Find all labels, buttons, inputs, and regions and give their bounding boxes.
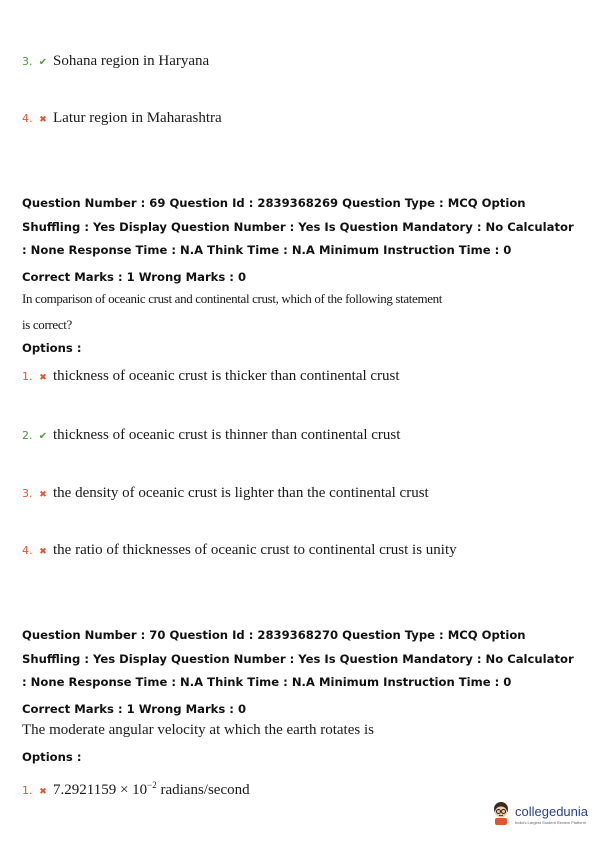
option-text: the ratio of thicknesses of oceanic crust to continental crust is unity (53, 542, 457, 558)
logo-name: collegedunia (515, 804, 589, 819)
option-text: thickness of oceanic crust is thicker than continental crust (53, 368, 400, 384)
option-number: 3. (22, 487, 33, 500)
q69-option-2 (22, 427, 400, 444)
q70-question: The moderate angular velocity at which the earth rotates is (22, 722, 374, 738)
q69-marks: Correct Marks : 1 Wrong Marks : 0 (22, 270, 247, 284)
logo-mascot-icon (490, 800, 512, 826)
q69-option-1 (22, 368, 400, 385)
check-icon: ✔ (38, 431, 48, 442)
option-text: Latur region in Maharashtra (53, 110, 222, 126)
q69-option-3 (22, 485, 429, 502)
q69-options-label: Options : (22, 341, 82, 355)
option-number: 1. (22, 784, 33, 797)
option-value: 7.2921159 × 10 (53, 782, 148, 798)
q69-question-line2: is correct? (22, 317, 72, 332)
option-unit: radians/second (156, 782, 250, 798)
q69-question-line1: In comparison of oceanic crust and continental crust, which of the following statement (22, 291, 443, 306)
cross-icon: ✖ (39, 373, 47, 383)
collegedunia-logo (490, 800, 588, 826)
cross-icon: ✖ (39, 115, 47, 125)
check-icon: ✔ (38, 57, 48, 68)
cross-icon: ✖ (39, 547, 47, 557)
logo-tagline: India's Largest Student Review Platform (515, 820, 587, 825)
q70-marks: Correct Marks : 1 Wrong Marks : 0 (22, 702, 247, 716)
q69-metadata: Question Number : 69 Question Id : 2839368269 Question Type : MCQ Option Shuffling : Yes Display Question Number : Yes Is Question Mandatory : No Calculator : None Response Time : N.A Think Time : N.A Minimum Instruction Time : 0 (22, 196, 574, 257)
option-number: 2. (22, 429, 33, 442)
q68-option-4 (22, 110, 222, 127)
q70-option-1 (22, 780, 250, 799)
option-text: thickness of oceanic crust is thinner than continental crust (53, 427, 401, 443)
cross-icon: ✖ (39, 490, 47, 500)
option-number: 4. (22, 112, 33, 125)
q68-option-3 (22, 53, 209, 70)
option-text: Sohana region in Haryana (53, 53, 210, 69)
q70-options-label: Options : (22, 750, 82, 764)
option-exponent: −2 (147, 780, 157, 790)
option-text (53, 780, 250, 799)
q70-metadata: Question Number : 70 Question Id : 2839368270 Question Type : MCQ Option Shuffling : Yes Display Question Number : Yes Is Question Mandatory : No Calculator : None Response Time : N.A Think Time : N.A Minimum Instruction Time : 0 (22, 628, 574, 689)
cross-icon: ✖ (39, 787, 47, 797)
option-number: 4. (22, 544, 33, 557)
option-number: 1. (22, 370, 33, 383)
q69-option-4 (22, 542, 457, 559)
option-text: the density of oceanic crust is lighter than the continental crust (53, 485, 429, 501)
option-number: 3. (22, 55, 33, 68)
